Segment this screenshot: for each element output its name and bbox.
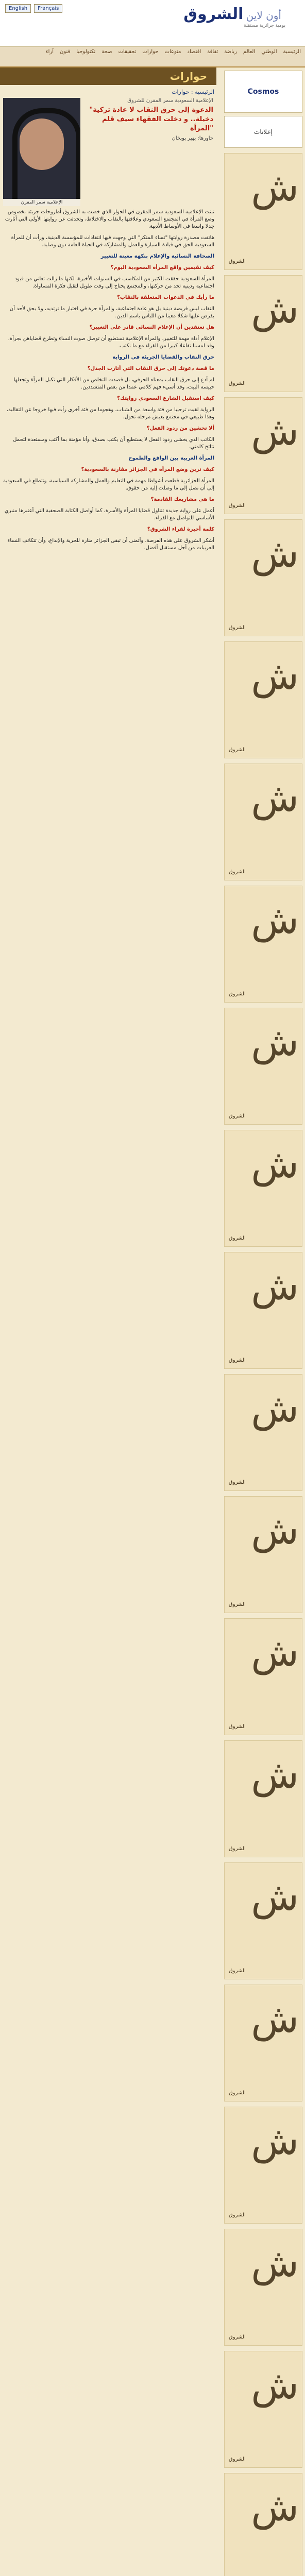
nav-item[interactable]: آراء <box>45 49 54 55</box>
ornament-label: الشروق <box>229 2334 246 2340</box>
ornament-panel <box>224 2107 302 2224</box>
nav-item[interactable]: ثقافة <box>207 49 218 55</box>
headline-title: "الدعوة إلى حرق النقاب لا عادة تركية دخيلة.. و دخلت الفقهاء سيف قلم المرأة" <box>89 106 213 132</box>
interview-question: كيف استقبل الشارع السعودي روايتك؟ <box>117 396 214 401</box>
article-body <box>3 209 214 556</box>
ornament-label: الشروق <box>229 1968 246 1974</box>
calligraphy-glyph: ش <box>251 1629 299 1675</box>
ornament-label: الشروق <box>229 259 246 264</box>
section-title: حوارات <box>170 70 207 82</box>
language-switcher <box>5 4 62 13</box>
ornament-panel <box>224 397 302 514</box>
nav-item[interactable]: الرئيسية <box>283 49 301 55</box>
calligraphy-glyph: ش <box>251 1751 299 1797</box>
interview-question: ما هي مشاريعك القادمة؟ <box>150 497 214 502</box>
nav-item[interactable]: رياضة <box>224 49 237 55</box>
ornament-panel <box>224 764 302 880</box>
breadcrumb[interactable]: الرئيسية : حوارات <box>172 89 214 95</box>
sidebar <box>222 67 304 2576</box>
headline-block <box>84 98 213 141</box>
ornament-label: الشروق <box>229 381 246 386</box>
ornament-label: الشروق <box>229 625 246 631</box>
top-header <box>0 0 305 47</box>
article-paragraph: أشكر الشروق على هذه الفرصة، وأتمنى أن تبقى الجزائر منارة للحرية والإبداع، وأن تتكاتف النساء العربيات من أجل مستقبل أفضل. <box>7 538 214 551</box>
nav-item[interactable]: منوعات <box>164 49 181 55</box>
ornament-panel <box>224 2473 302 2576</box>
interview-question: ما قصة دعوتك إلى حرق النقاب التي أثارت الجدل؟ <box>87 366 214 371</box>
ornament-panel <box>224 2229 302 2346</box>
ornament-panel <box>224 153 302 270</box>
article-paragraph: تبنت الإعلامية السعودية سمر المقرن في الحوار الذي خصت به الشروق أطروحات جريئة بخصوص وضع المرأة في المجتمع السعودي وعلاقتها بالنقاب والاختلاط، وتحدثت عن روايتها الأولى التي أثارت جدلا واسعا في الأوساط الأدبية. <box>5 209 214 229</box>
nav-item[interactable]: تحقيقات <box>118 49 137 55</box>
site-name: الشروق <box>183 5 244 23</box>
calligraphy-glyph: ش <box>251 530 299 576</box>
ornament-panel <box>224 1985 302 2102</box>
lang-english[interactable]: English <box>5 4 31 13</box>
calligraphy-glyph: ش <box>251 2362 299 2408</box>
nav-item[interactable]: صحة <box>101 49 112 55</box>
face-shape <box>20 118 64 170</box>
interview-question: ألا تخشين من ردود الفعل؟ <box>146 426 214 431</box>
byline: حاورها: بهير بوبخان <box>172 135 213 141</box>
ornament-panel <box>224 1862 302 1979</box>
ornament-panel <box>224 886 302 1003</box>
ornament-label: الشروق <box>229 1358 246 1363</box>
ornament-panel <box>224 1374 302 1491</box>
calligraphy-glyph: ش <box>251 1995 299 2041</box>
headline-pre: الإعلامية السعودية سمر المقرن للشروق <box>127 98 213 104</box>
nav-item[interactable]: اقتصاد <box>187 49 201 55</box>
interview-photo <box>3 98 80 206</box>
interview-question: كيف تقيمين واقع المرأة السعودية اليوم؟ <box>110 265 214 270</box>
site-logo[interactable] <box>183 5 285 28</box>
calligraphy-glyph: ش <box>251 164 299 210</box>
ornament-label: الشروق <box>229 1480 246 1485</box>
photo-caption: الإعلامية سمر المقرن <box>3 199 80 206</box>
calligraphy-glyph: ش <box>251 2117 299 2163</box>
article-paragraph: النقاب ليس فريضة دينية بل هو عادة اجتماعية، والمرأة حرة في اختيار ما ترتديه، ولا يحق لأحد أن يفرض عليها شكلا معينا من اللباس باسم الدين. <box>9 306 214 319</box>
lang-french[interactable]: Français <box>34 4 62 13</box>
site-tagline: يومية جزائرية مستقلة <box>244 23 285 28</box>
nav-item[interactable]: تكنولوجيا <box>76 49 96 55</box>
calligraphy-glyph: ش <box>251 1507 299 1553</box>
calligraphy-glyph: ش <box>251 774 299 820</box>
article-paragraph: أعمل على رواية جديدة تتناول قضايا المرأة والأسرة، كما أواصل الكتابة الصحفية التي أعتبرها منبري الأساسي للتواصل مع القراء. <box>4 508 214 521</box>
calligraphy-glyph: ش <box>251 2484 299 2530</box>
site-name-secondary: أون لاين <box>246 9 281 22</box>
interview-question: ما رأيك في الدعوات المتعلقة بالنقاب؟ <box>117 295 214 300</box>
ornament-label: الشروق <box>229 503 246 509</box>
ornament-label: الشروق <box>229 2456 246 2462</box>
ornament-label: الشروق <box>229 1113 246 1119</box>
ornament-panel <box>224 519 302 636</box>
nav-item[interactable]: حوارات <box>142 49 159 55</box>
article-paragraph: الكاتب الذي يخشى ردود الفعل لا يستطيع أن يكتب بصدق، وأنا مؤمنة بما أكتب ومستعدة لتحمل نتائج كلمتي. <box>13 437 214 450</box>
article-subheading: الصحافة النسائية والإعلام بنكهة معينة للتغيير <box>100 253 214 259</box>
calligraphy-glyph: ش <box>251 1873 299 1919</box>
ornament-label: الشروق <box>229 1724 246 1730</box>
ad-banner[interactable]: Cosmos <box>224 71 302 113</box>
ornament-label: الشروق <box>229 1602 246 1607</box>
ornament-label: الشروق <box>229 869 246 875</box>
ad-banner[interactable]: إعلانات <box>224 116 302 148</box>
calligraphy-glyph: ش <box>251 1385 299 1431</box>
ornament-label: الشروق <box>229 1846 246 1852</box>
ornament-panel <box>224 1130 302 1247</box>
nav-item[interactable]: العالم <box>243 49 256 55</box>
ornament-label: الشروق <box>229 991 246 997</box>
article-subheading: المرأة العربية بين الواقع والطموح <box>128 455 214 461</box>
ornament-panel <box>224 275 302 392</box>
article-paragraph: هاتفت مصدرة روايتها "نساء المنكر" التي وجهت فيها انتقادات للمؤسسة الدينية، ورأت أن للمرأة السعودية الحق في قيادة السيارة والعمل والمشاركة في الحياة العامة دون وصاية. <box>11 235 214 248</box>
ornament-panel <box>224 1618 302 1735</box>
nav-item[interactable]: فنون <box>59 49 71 55</box>
ornament-label: الشروق <box>229 2212 246 2218</box>
calligraphy-glyph: ش <box>251 2240 299 2285</box>
calligraphy-glyph: ش <box>251 652 299 698</box>
main-nav <box>0 47 305 67</box>
article-paragraph: لم أدع إلى حرق النقاب بمعناه الحرفي، بل قصدت التخلص من الأفكار التي تكبل المرأة وتجعلها حبيسة البيت، وقد أسيء فهم كلامي عمدا من بعض المتشددين. <box>13 377 214 390</box>
calligraphy-glyph: ش <box>251 1141 299 1187</box>
ornament-panel <box>224 2351 302 2468</box>
nav-item[interactable]: الوطني <box>261 49 277 55</box>
interview-question: كلمة أخيرة لقراء الشروق؟ <box>147 527 214 532</box>
ornament-panel <box>224 1496 302 1613</box>
interview-question: كيف ترين وضع المرأة في الجزائر مقارنة بالسعودية؟ <box>81 467 214 472</box>
ornament-panel <box>224 641 302 758</box>
calligraphy-glyph: ش <box>251 1019 299 1064</box>
ornament-panel <box>224 1252 302 1369</box>
article-paragraph: المرأة الجزائرية قطعت أشواطا مهمة في التعليم والعمل والمشاركة السياسية، ونتطلع في السعودية إلى أن نصل إلى ما وصلت إليه من حقوق. <box>3 478 214 491</box>
article-paragraph: الرواية لقيت ترحيبا من فئة واسعة من الشباب، وهجوما من فئة أخرى رأت فيها خروجا عن التقاليد، وهذا طبيعي في مجتمع يعيش مرحلة تحول. <box>6 407 214 420</box>
article-paragraph: المرأة السعودية حققت الكثير من المكاسب في السنوات الأخيرة، لكنها ما زالت تعاني من قيود اجتماعية ودينية تحد من حركتها، والمجتمع يحتاج إلى وقت طويل لتقبل فكرة المساواة. <box>14 276 214 289</box>
article-paragraph: الإعلام أداة مهمة للتغيير، والمرأة الإعلامية تستطيع أن توصل صوت النساء وتطرح قضاياهن بجرأة، وقد لمسنا تفاعلا كبيرا من القراء مع ما نكتب. <box>8 336 214 349</box>
calligraphy-glyph: ش <box>251 896 299 942</box>
ornament-panel <box>224 1740 302 1857</box>
interview-question: هل تعتقدين أن الإعلام النسائي قادر على التغيير؟ <box>89 325 214 330</box>
ornament-panel <box>224 1008 302 1125</box>
article-subheading: حرق النقاب والقضايا الجريئة في الرواية <box>112 354 214 360</box>
ornament-label: الشروق <box>229 2090 246 2096</box>
calligraphy-glyph: ش <box>251 286 299 332</box>
ornament-label: الشروق <box>229 747 246 753</box>
section-banner <box>0 67 216 85</box>
calligraphy-glyph: ش <box>251 408 299 454</box>
calligraphy-glyph: ش <box>251 1263 299 1309</box>
ornament-label: الشروق <box>229 1235 246 1241</box>
